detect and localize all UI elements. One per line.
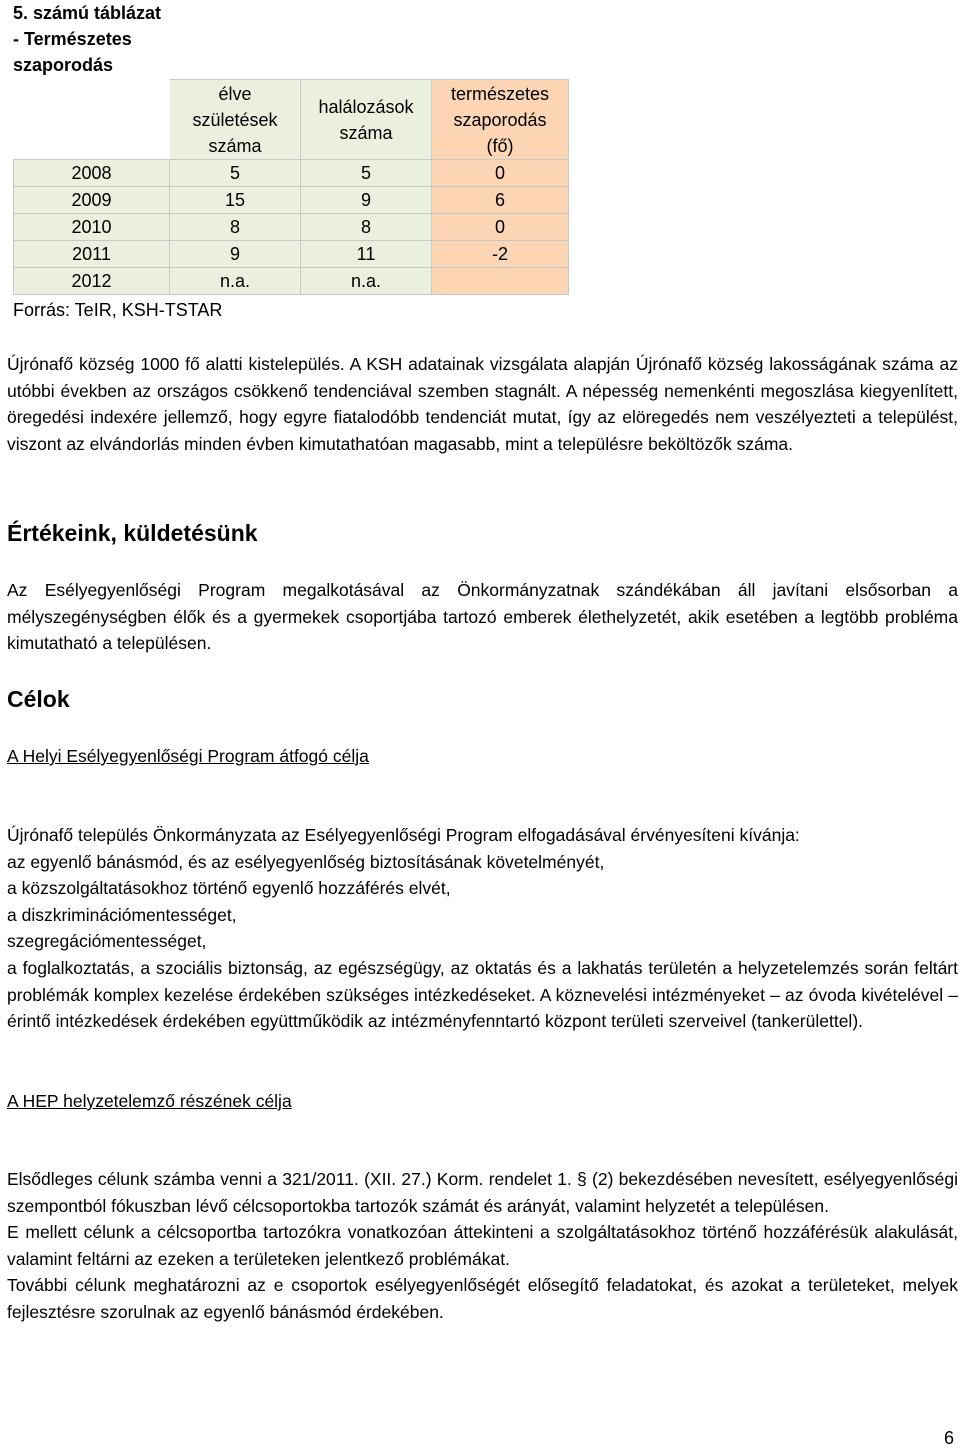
values-paragraph: Az Esélyegyenlőségi Program megalkotásával az Önkormányzatnak szándékában áll javítani elsősorban a mélyszegénységben élők és a gyermekek csoportjába tartozó emberek élethelyzetét, akik esetében a legtöbb probléma kimutatható a településen.: [7, 580, 958, 654]
list-item: a foglalkoztatás, a szociális biztonság, az egészségügy, az oktatás és a lakhatás területén a helyzetelemzés során feltárt problémák komplex kezelése érdekében szükséges intézkedéseket. A köznevelési intézményeket – az óvoda kivételével – érintő intézkedések érdekében együttműködik az intézményfenntartó központ területi szerveivel (tankerülettel).: [7, 957, 958, 1032]
hep-paragraphs: [7, 1166, 958, 1326]
table-row: [14, 214, 569, 241]
death-cell: n.a.: [301, 268, 432, 295]
header-born-cell: [170, 80, 301, 160]
list-item: a diszkriminációmentességet,: [7, 904, 237, 925]
intro-paragraph: Újrónafő község 1000 fő alatti kistelepülés. A KSH adatainak vizsgálata alapján Újrónafő község lakosságának száma az utóbbi években az országos csökkenő tendenciával szemben stagnált. A népesség nemenkénti megoszlása kiegyenlített, öregedési indexére jellemző, hogy egyre fiatalodóbb tendenciát mutat, így az elöregedés nem veszélyezteti a települést, viszont az elvándorlás minden évben kimutathatóan magasabb, mint a településre beköltözők száma.: [7, 354, 958, 454]
goals-heading: Célok: [7, 686, 70, 712]
list-item: a közszolgáltatásokhoz történő egyenlő hozzáférés elvét,: [7, 878, 451, 899]
table-row: [14, 268, 569, 295]
table-source: Forrás: TeIR, KSH-TSTAR: [13, 300, 223, 320]
list-item: szegregációmentességet,: [7, 931, 207, 952]
death-cell: 8: [301, 214, 432, 241]
hep-paragraph: Elsődleges célunk számba venni a 321/2011. (XII. 27.) Korm. rendelet 1. § (2) bekezdésében nevesített, esélyegyenlőségi szempontból fókuszban lévő célcsoportokba tartozók számát és arányát, valamint helyzetét a településen.: [7, 1169, 958, 1216]
natural-cell: -2: [432, 241, 569, 268]
header-text: szaporodás: [453, 109, 547, 130]
list-item: az egyenlő bánásmód, és az esélyegyenlőség biztosításának követelményét,: [7, 851, 605, 872]
year-cell: 2008: [14, 160, 170, 187]
born-cell: n.a.: [170, 268, 301, 295]
header-text: halálozások: [318, 96, 414, 117]
values-heading: Értékeink, küldetésünk: [7, 520, 258, 546]
population-table: [13, 79, 569, 295]
header-text: születések: [192, 109, 278, 130]
header-natural-cell: [432, 80, 569, 160]
goals-lead: Újrónafő település Önkormányzata az Esélyegyenlőségi Program elfogadásával érvényesíteni kívánja:: [7, 825, 800, 845]
death-cell: 5: [301, 160, 432, 187]
table-header-row: [14, 80, 569, 160]
table-caption-line: - Természetes: [13, 29, 132, 49]
page-number: 6: [943, 1428, 954, 1448]
born-cell: 15: [170, 187, 301, 214]
goals-subheading: A Helyi Esélyegyenlőségi Program átfogó célja: [7, 746, 369, 766]
table-row: [14, 160, 569, 187]
natural-cell: 0: [432, 214, 569, 241]
table-caption-line: 5. számú táblázat: [13, 3, 162, 23]
year-cell: 2009: [14, 187, 170, 214]
born-cell: 8: [170, 214, 301, 241]
natural-cell: 0: [432, 160, 569, 187]
born-cell: 9: [170, 241, 301, 268]
header-text: száma: [339, 122, 393, 143]
death-cell: 11: [301, 241, 432, 268]
year-cell: 2011: [14, 241, 170, 268]
header-death-cell: [301, 80, 432, 160]
table-caption-line: szaporodás: [13, 55, 114, 75]
table-caption: [13, 0, 161, 78]
table-row: [14, 187, 569, 214]
year-cell: 2012: [14, 268, 170, 295]
hep-paragraph: E mellett célunk a célcsoportba tartozókra vonatkozóan áttekinteni a szolgáltatásokhoz történő hozzáférésük alakulását, valamint feltárni az ezeken a területeken jelentkező problémákat.: [7, 1222, 958, 1269]
table-row: [14, 241, 569, 268]
header-text: természetes: [450, 83, 550, 104]
hep-subheading: A HEP helyzetelemző részének célja: [7, 1091, 292, 1111]
goals-list: [7, 822, 958, 1035]
year-cell: 2010: [14, 214, 170, 241]
natural-cell: 6: [432, 187, 569, 214]
header-text: élve: [218, 83, 252, 104]
born-cell: 5: [170, 160, 301, 187]
header-text: (fő): [486, 135, 514, 156]
header-year-cell: [14, 80, 170, 160]
hep-paragraph: További célunk meghatározni az e csoportok esélyegyenlőségét elősegítő feladatokat, és azokat a területeket, melyek fejlesztésre szorulnak az egyenlő bánásmód érdekében.: [7, 1275, 958, 1322]
natural-cell: [432, 268, 569, 295]
header-text: száma: [208, 135, 262, 156]
death-cell: 9: [301, 187, 432, 214]
